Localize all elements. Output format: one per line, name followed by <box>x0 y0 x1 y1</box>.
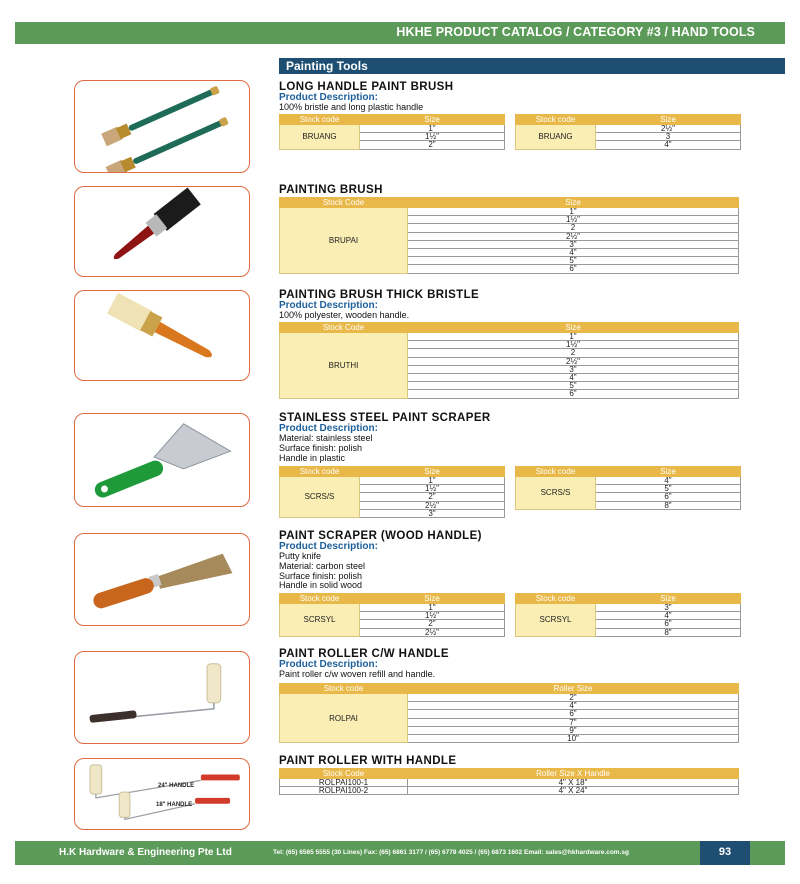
product-description-line: Surface finish: polish <box>279 570 363 581</box>
table-row <box>280 125 505 133</box>
product-description-line: Putty knife <box>279 551 322 561</box>
stock-code-cell: ROLPAI100-2 <box>280 787 408 795</box>
spec-table-bruthi <box>279 322 739 399</box>
wood-scraper-picture <box>75 534 249 625</box>
size-cell: 6" <box>596 493 741 501</box>
size-cell: 2½" <box>360 501 505 509</box>
size-cell: 9" <box>408 726 739 734</box>
stock-code-header: Stock Code <box>280 769 408 779</box>
size-cell: 2½" <box>408 357 739 365</box>
table-row <box>516 604 741 612</box>
table-header-row <box>280 323 739 333</box>
spec-table-scrsyl-2 <box>515 593 741 637</box>
size-cell: 6" <box>596 620 741 628</box>
long-handle-brush-picture <box>75 81 249 172</box>
page-number-box <box>700 841 750 865</box>
section-title: Painting Tools <box>286 59 368 73</box>
size-cell: 2½" <box>360 628 505 636</box>
stock-code-cell: ROLPAI100-1 <box>280 779 408 787</box>
size-cell: 1½" <box>360 133 505 141</box>
stock-code-header: Stock Code <box>280 323 408 333</box>
size-cell: 7" <box>408 718 739 726</box>
table-row <box>280 694 739 702</box>
size-cell: 1" <box>408 333 739 341</box>
product-paint-roller <box>279 648 739 680</box>
size-cell: 2 <box>408 224 739 232</box>
product-title: PAINTING BRUSH <box>279 184 383 196</box>
stainless-scraper-picture <box>75 414 249 506</box>
product-description-label: Product Description: <box>279 541 378 552</box>
size-cell: 4" <box>408 373 739 381</box>
size-cell: 4" <box>596 477 741 485</box>
product-description-label: Product Description: <box>279 92 378 103</box>
handle-24-label: 24" HANDLE <box>158 783 195 789</box>
size-cell: 2" <box>360 493 505 501</box>
footer-contact-info: Tel: (65) 6565 5555 (30 Lines) Fax: (65) 6861 3177 / (65) 6778 4025 / (65) 6873 1602 Email: sales@hkhardware.com.sg <box>273 849 629 856</box>
size-cell: 4" <box>408 248 739 256</box>
section-bar <box>279 58 785 74</box>
table-header-row <box>280 769 739 779</box>
stock-code-header: Stock code <box>516 594 596 604</box>
spec-table-bruang-2 <box>515 114 741 150</box>
table-row <box>280 477 505 485</box>
product-description-label: Product Description: <box>279 300 378 311</box>
table-header-row <box>280 198 739 208</box>
table-header-row <box>280 684 739 694</box>
size-cell: 5" <box>408 382 739 390</box>
product-description-line: 100% bristle and long plastic handle <box>279 102 424 112</box>
size-cell: 5" <box>596 485 741 493</box>
size-cell: 4" X 18" <box>408 779 739 787</box>
product-description-line: Handle in plastic <box>279 452 346 463</box>
product-title: LONG HANDLE PAINT BRUSH <box>279 81 454 93</box>
size-cell: 3" <box>408 240 739 248</box>
page-number: 93 <box>718 846 732 858</box>
thick-bristle-brush-image <box>74 290 250 381</box>
spec-table-scrss-2 <box>515 466 741 510</box>
size-cell: 6" <box>408 710 739 718</box>
handle-18-label: 18" HANDLE <box>156 802 193 808</box>
spec-table-rolpai <box>279 683 739 743</box>
size-cell: 4" X 24" <box>408 787 739 795</box>
size-header: Size <box>408 323 739 333</box>
stock-code-cell: SCRSYL <box>280 604 360 637</box>
catalog-title: HKHE PRODUCT CATALOG / CATEGORY #3 / HAND TOOLS <box>396 25 755 39</box>
product-painting-brush <box>279 184 739 196</box>
product-stainless-scraper <box>279 412 739 463</box>
footer-company-name: H.K Hardware & Engineering Pte Ltd <box>59 847 232 858</box>
spec-table-brupai <box>279 197 739 274</box>
stock-code-header: Stock code <box>280 115 360 125</box>
table-row <box>516 125 741 133</box>
stock-code-cell: SCRS/S <box>516 477 596 510</box>
table-header-row <box>280 467 505 477</box>
product-description-line: Surface finish: polish <box>279 442 363 453</box>
table-row <box>280 208 739 216</box>
thick-bristle-brush-picture <box>75 291 249 380</box>
table-header-row <box>516 467 741 477</box>
product-description-label: Product Description: <box>279 659 378 670</box>
size-cell: 3" <box>596 604 741 612</box>
size-cell: 1½" <box>360 612 505 620</box>
product-long-handle-brush <box>279 81 739 113</box>
stock-code-cell: BRUANG <box>516 125 596 150</box>
product-roller-with-handle <box>279 755 739 767</box>
stock-code-cell: BRUTHI <box>280 333 408 399</box>
size-cell: 1" <box>360 477 505 485</box>
size-cell: 2½" <box>596 125 741 133</box>
stock-code-header: Stock code <box>280 684 408 694</box>
size-cell: 6" <box>408 265 739 273</box>
table-header-row <box>516 594 741 604</box>
size-cell: 5" <box>408 257 739 265</box>
table-header-row <box>280 115 505 125</box>
size-cell: 1½" <box>360 485 505 493</box>
product-description-line: Paint roller c/w woven refill and handle. <box>279 669 436 679</box>
product-description-label: Product Description: <box>279 423 378 434</box>
product-title: PAINTING BRUSH THICK BRISTLE <box>279 289 480 301</box>
size-cell: 4" <box>596 612 741 620</box>
size-cell: 2½" <box>408 232 739 240</box>
table-header-row <box>516 115 741 125</box>
product-title: PAINT ROLLER WITH HANDLE <box>279 755 457 767</box>
paint-roller-image <box>74 651 250 744</box>
stainless-scraper-image <box>74 413 250 507</box>
stock-code-cell: SCRSYL <box>516 604 596 637</box>
stock-code-header: Stock code <box>280 467 360 477</box>
size-cell: 3 <box>596 133 741 141</box>
size-header: Size <box>360 115 505 125</box>
size-header: Size <box>596 467 741 477</box>
size-cell: 3" <box>360 509 505 517</box>
size-cell: 2" <box>408 694 739 702</box>
stock-code-header: Stock code <box>280 594 360 604</box>
table-header-row <box>280 594 505 604</box>
size-cell: 3" <box>408 365 739 373</box>
size-cell: 8" <box>596 501 741 509</box>
size-cell: 1½" <box>408 341 739 349</box>
roller-size-handle-header: Roller Size X Handle <box>408 769 739 779</box>
product-title: PAINT ROLLER C/W HANDLE <box>279 648 449 660</box>
painting-brush-image <box>74 186 250 277</box>
product-description-line: Material: stainless steel <box>279 433 373 443</box>
stock-code-header: Stock Code <box>280 198 408 208</box>
size-cell: 1" <box>408 208 739 216</box>
size-cell: 2 <box>408 349 739 357</box>
product-wood-scraper <box>279 530 739 591</box>
table-row <box>280 333 739 341</box>
size-header: Size <box>360 594 505 604</box>
size-cell: 10" <box>408 734 739 742</box>
size-header: Size <box>408 198 739 208</box>
size-header: Size <box>360 467 505 477</box>
stock-code-cell: ROLPAI <box>280 694 408 743</box>
size-header: Size <box>596 115 741 125</box>
spec-table-scrsyl-1 <box>279 593 505 637</box>
spec-table-bruang-1 <box>279 114 505 150</box>
product-description-line: Handle in solid wood <box>279 580 363 591</box>
size-cell: 6" <box>408 390 739 398</box>
stock-code-header: Stock code <box>516 467 596 477</box>
size-header: Size <box>596 594 741 604</box>
size-cell: 1" <box>360 125 505 133</box>
header-bar <box>15 22 785 44</box>
product-description-line: 100% polyester, wooden handle. <box>279 310 410 320</box>
roller-with-handle-image <box>74 758 250 830</box>
footer-bar <box>15 841 785 865</box>
product-description-line: Material: carbon steel <box>279 560 366 571</box>
spec-table-rolpai100 <box>279 768 739 795</box>
table-row <box>516 477 741 485</box>
wood-scraper-image <box>74 533 250 626</box>
size-cell: 4" <box>408 702 739 710</box>
product-title: STAINLESS STEEL PAINT SCRAPER <box>279 412 491 424</box>
stock-code-cell: SCRS/S <box>280 477 360 518</box>
size-cell: 8" <box>596 628 741 636</box>
size-cell: 1" <box>360 604 505 612</box>
stock-code-cell: BRUANG <box>280 125 360 150</box>
product-thick-bristle-brush <box>279 289 739 321</box>
table-row <box>280 787 739 795</box>
table-row <box>280 604 505 612</box>
stock-code-header: Stock code <box>516 115 596 125</box>
painting-brush-picture <box>75 187 249 276</box>
stock-code-cell: BRUPAI <box>280 208 408 274</box>
size-cell: 2" <box>360 620 505 628</box>
size-cell: 1½" <box>408 216 739 224</box>
long-handle-brush-image <box>74 80 250 173</box>
roller-with-handle-picture <box>75 759 249 829</box>
size-cell: 2" <box>360 141 505 149</box>
paint-roller-picture <box>75 652 249 743</box>
product-title: PAINT SCRAPER (WOOD HANDLE) <box>279 530 482 542</box>
size-cell: 4" <box>596 141 741 149</box>
roller-size-header: Roller Size <box>408 684 739 694</box>
spec-table-scrss-1 <box>279 466 505 518</box>
